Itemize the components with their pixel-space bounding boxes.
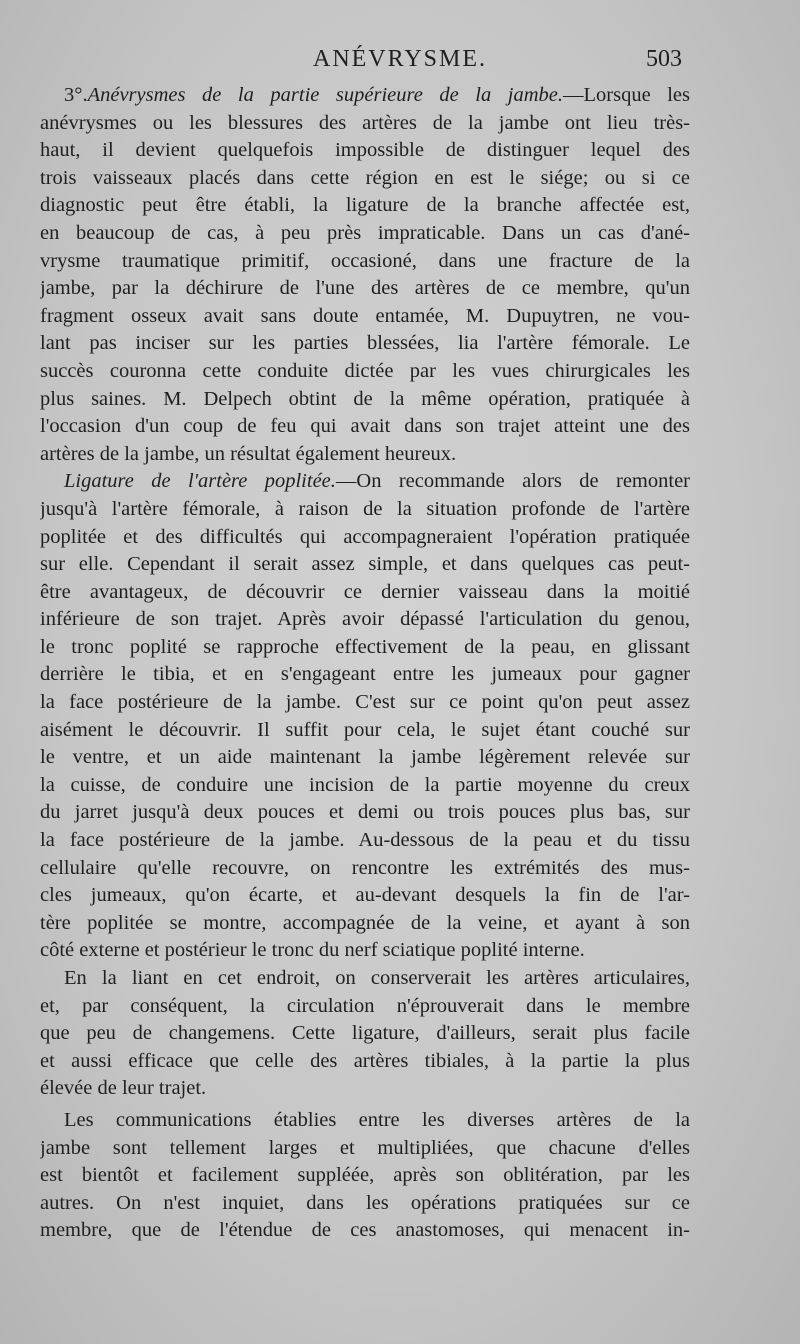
paragraph-line: aisément le découvrir. Il suffit pour cela, le sujet étant couché sur bbox=[40, 718, 690, 741]
body-text bbox=[40, 82, 690, 1245]
paragraph-line: que peu de changemens. Cette ligature, d'ailleurs, serait plus facile bbox=[40, 1022, 690, 1045]
paragraph-line: cellulaire qu'elle recouvre, on rencontre les extrémités des mus- bbox=[40, 856, 690, 879]
paragraph-line: sur elle. Cependant il serait assez simple, et dans quelques cas peut- bbox=[40, 553, 690, 576]
paragraph-line: inférieure de son trajet. Après avoir dépassé l'articulation du genou, bbox=[40, 608, 690, 631]
paragraph-line: en beaucoup de cas, à peu près impraticable. Dans un cas d'ané- bbox=[40, 221, 690, 244]
page-number: 503 bbox=[646, 46, 682, 72]
paragraph-line: et, par conséquent, la circulation n'éprouverait dans le membre bbox=[40, 994, 690, 1017]
paragraph-line: jambe, par la déchirure de l'une des artères de ce membre, qu'un bbox=[40, 277, 690, 300]
paragraph-line: diagnostic peut être établi, la ligature de la branche affectée est, bbox=[40, 194, 690, 217]
paragraph-line: En la liant en cet endroit, on conserverait les artères articulaires, bbox=[64, 967, 690, 989]
paragraph-line: le tronc poplité se rapproche effectivement de la peau, en glissant bbox=[40, 635, 690, 658]
paragraph-line-rest: —On recommande alors de remonter bbox=[335, 470, 690, 493]
page-header bbox=[0, 46, 800, 82]
paragraph-line: artères de la jambe, un résultat également heureux. bbox=[40, 442, 457, 465]
paragraph-line: tère poplitée se montre, accompagnée de la veine, et ayant à son bbox=[40, 911, 690, 934]
paragraph-line: jusqu'à l'artère fémorale, à raison de la situation profonde de l'artère bbox=[40, 497, 690, 520]
paragraph-line-rest: —Lorsque les bbox=[563, 84, 690, 106]
paragraph-line: plus saines. M. Delpech obtint de la même opération, pratiquée à bbox=[40, 387, 690, 410]
paragraph-line: haut, il devient quelquefois impossible de distinguer lequel des bbox=[40, 139, 690, 162]
paragraph-line: anévrysmes ou les blessures des artères de la jambe ont lieu très- bbox=[40, 111, 690, 134]
paragraph-line: la face postérieure de la jambe. C'est sur ce point qu'on peut assez bbox=[40, 691, 690, 714]
paragraph-line: lant pas inciser sur les parties blessées, lia l'artère fémorale. Le bbox=[40, 332, 690, 355]
paragraph-line: côté externe et postérieur le tronc du nerf sciatique poplité interne. bbox=[40, 939, 585, 962]
paragraph-line: vrysme traumatique primitif, occasioné, dans une fracture de la bbox=[40, 249, 690, 272]
paragraph-line: du jarret jusqu'à deux pouces et demi ou trois pouces plus bas, sur bbox=[40, 801, 690, 824]
paragraph-line: poplitée et des difficultés qui accompagneraient l'opération pratiquée bbox=[40, 525, 690, 548]
paragraph-line: la cuisse, de conduire une incision de la partie moyenne du creux bbox=[40, 773, 690, 796]
paragraph-line: être avantageux, de découvrir ce dernier vaisseau dans la moitié bbox=[40, 580, 690, 603]
section-number: 3°. bbox=[64, 84, 88, 106]
section-title: Ligature de l'artère poplitée. bbox=[64, 470, 336, 493]
paragraph-line bbox=[40, 82, 690, 110]
paragraph-line: l'occasion d'un coup de feu qui avait dans son trajet atteint une des bbox=[40, 415, 690, 438]
section-title: Anévrysmes de la partie supérieure de la jambe. bbox=[87, 84, 563, 106]
paragraph-line: autres. On n'est inquiet, dans les opérations pratiquées sur ce bbox=[40, 1191, 690, 1214]
paragraph-line: succès couronna cette conduite dictée par les vues chirurgicales les bbox=[40, 359, 690, 382]
paragraph-line: élevée de leur trajet. bbox=[40, 1077, 207, 1100]
paragraph-line: la face postérieure de la jambe. Au-dessous de la peau et du tissu bbox=[40, 829, 690, 852]
paragraph-line: est bientôt et facilement suppléée, après son oblitération, par les bbox=[40, 1164, 690, 1187]
paragraph-line: Les communications établies entre les diverses artères de la bbox=[64, 1108, 690, 1131]
paragraph-line: et aussi efficace que celle des artères tibiales, à la partie la plus bbox=[40, 1049, 690, 1072]
paragraph-line: fragment osseux avait sans doute entamée, M. Dupuytren, ne vou- bbox=[40, 304, 690, 327]
paragraph-line: jambe sont tellement larges et multipliées, que chacune d'elles bbox=[40, 1136, 690, 1159]
paragraph-line bbox=[40, 468, 690, 496]
paragraph-line: le ventre, et un aide maintenant la jambe légèrement relevée sur bbox=[40, 746, 690, 769]
paragraph-line: cles jumeaux, qu'on écarte, et au-devant desquels la fin de l'ar- bbox=[40, 884, 690, 907]
paragraph-line: trois vaisseaux placés dans cette région en est le siége; ou si ce bbox=[40, 166, 690, 189]
paragraph-line: membre, que de l'étendue de ces anastomoses, qui menacent in- bbox=[40, 1219, 690, 1242]
paragraph-line: derrière le tibia, et en s'engageant entre les jumeaux pour gagner bbox=[40, 663, 690, 686]
running-head: ANÉVRYSME. bbox=[312, 46, 488, 72]
